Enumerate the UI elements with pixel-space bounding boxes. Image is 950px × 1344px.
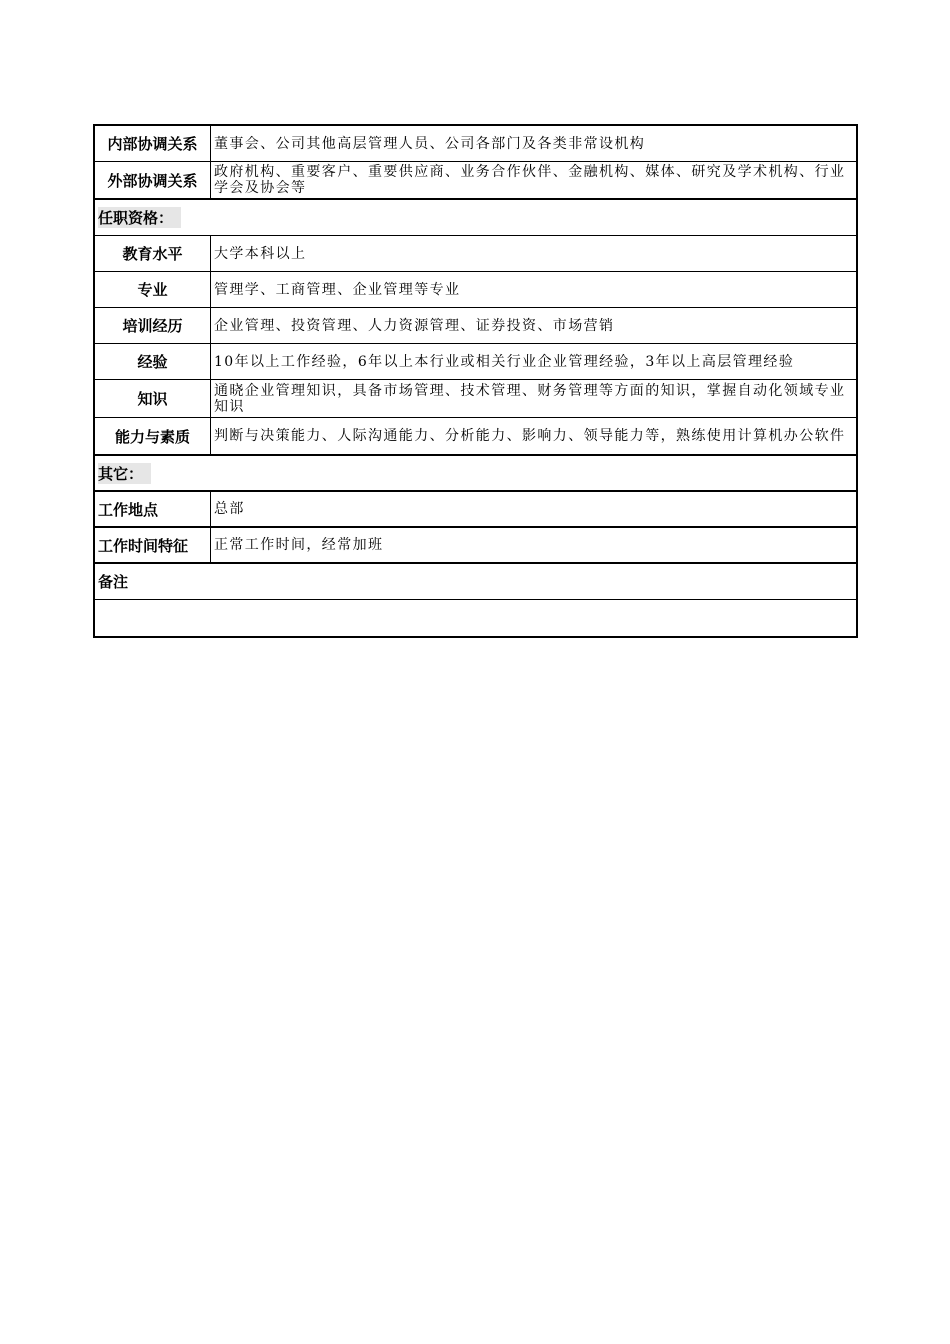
- row-value: 判断与决策能力、人际沟通能力、分析能力、影响力、领导能力等，熟练使用计算机办公软件: [214, 428, 846, 444]
- section-header: [95, 200, 181, 235]
- row-value: 管理学、工商管理、企业管理等专业: [214, 281, 461, 298]
- section-title: 备注: [98, 573, 129, 591]
- row-label: 工作时间特征: [95, 528, 211, 562]
- row-value: 企业管理、投资管理、人力资源管理、证券投资、市场营销: [214, 317, 615, 334]
- row-label: 知识: [95, 380, 211, 417]
- row-label: 工作地点: [95, 492, 211, 526]
- row-training: [95, 308, 856, 344]
- row-label: 经验: [95, 344, 211, 379]
- remarks-value: [95, 600, 856, 636]
- row-external-coordination: [95, 162, 856, 200]
- row-work-location: [95, 492, 856, 528]
- row-major: [95, 272, 856, 308]
- row-value: 总部: [214, 501, 245, 517]
- section-qualifications: [95, 200, 856, 236]
- row-work-hours: [95, 528, 856, 564]
- row-value: 正常工作时间，经常加班: [214, 537, 384, 553]
- row-label: 内部协调关系: [95, 126, 211, 161]
- row-value: 通晓企业管理知识，具备市场管理、技术管理、财务管理等方面的知识，掌握自动化领域专业知识: [214, 382, 846, 415]
- section-header: [95, 456, 151, 490]
- row-remarks-content: [95, 600, 856, 636]
- row-education: [95, 236, 856, 272]
- section-title: 任职资格：: [98, 207, 181, 228]
- section-remarks: [95, 564, 856, 600]
- section-header: [95, 564, 128, 599]
- row-internal-coordination: [95, 126, 856, 162]
- row-competencies: [95, 418, 856, 456]
- row-value: 10年以上工作经验，6年以上本行业或相关行业企业管理经验，3年以上高层管理经验: [214, 353, 795, 370]
- row-label: 能力与素质: [95, 418, 211, 454]
- row-value: 大学本科以上: [214, 245, 307, 262]
- row-knowledge: [95, 380, 856, 418]
- section-title: 其它：: [98, 463, 151, 484]
- row-value: 政府机构、重要客户、重要供应商、业务合作伙伴、金融机构、媒体、研究及学术机构、行业学会及协会等: [214, 164, 846, 196]
- row-value: 董事会、公司其他高层管理人员、公司各部门及各类非常设机构: [214, 135, 646, 152]
- row-label: 专业: [95, 272, 211, 307]
- row-label: 教育水平: [95, 236, 211, 271]
- row-label: 外部协调关系: [95, 162, 211, 198]
- section-other: [95, 456, 856, 492]
- row-label: 培训经历: [95, 308, 211, 343]
- row-experience: [95, 344, 856, 380]
- job-description-table: [93, 124, 858, 638]
